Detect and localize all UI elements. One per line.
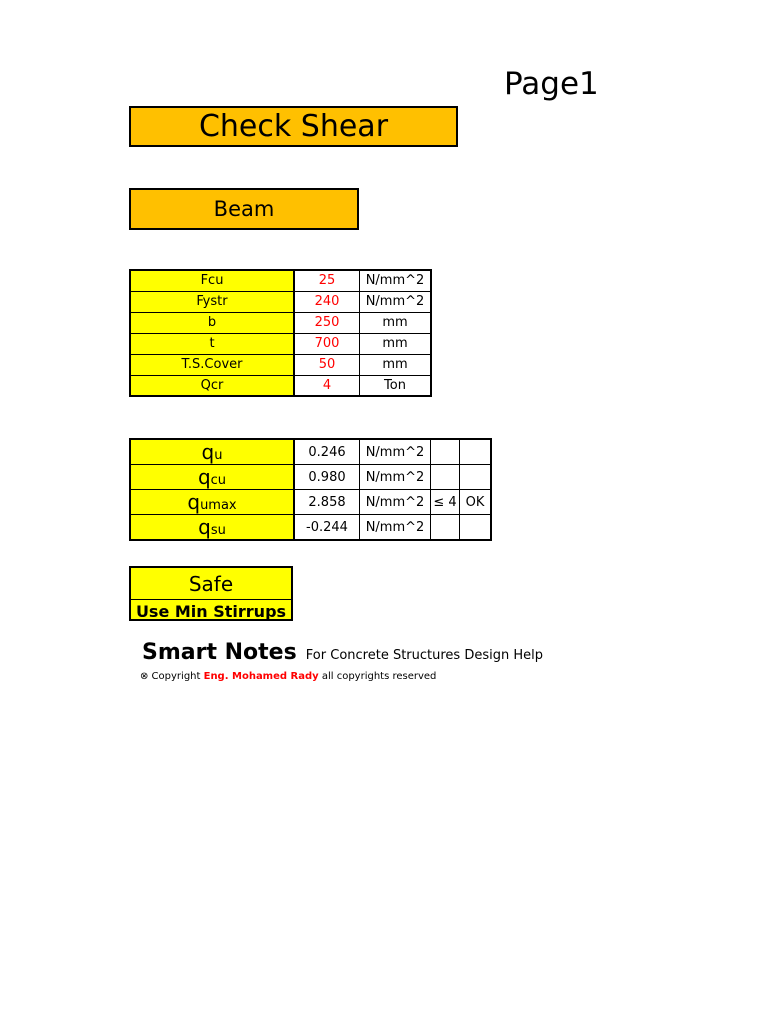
result-value: 0.980 (294, 465, 360, 490)
copyright-suffix: all copyrights reserved (321, 671, 437, 682)
input-value[interactable]: 240 (294, 291, 360, 312)
result-check: OK (460, 490, 492, 515)
table-row (130, 465, 491, 490)
result-symbol: q (201, 440, 215, 464)
input-label: t (130, 333, 294, 354)
result-label (130, 515, 294, 541)
input-label: b (130, 312, 294, 333)
input-unit: mm (360, 333, 432, 354)
status-box (129, 566, 293, 621)
input-unit: N/mm^2 (360, 291, 432, 312)
result-limit (431, 515, 460, 541)
table-row (130, 312, 431, 333)
table-row (130, 515, 491, 541)
copyright-author: Eng. Mohamed Rady (203, 671, 319, 682)
result-unit: N/mm^2 (360, 465, 431, 490)
input-value[interactable]: 50 (294, 354, 360, 375)
brand (142, 640, 543, 665)
table-row (130, 333, 431, 354)
section-heading: Beam (129, 188, 359, 230)
result-symbol: q (187, 490, 201, 514)
result-label (130, 465, 294, 490)
result-value: -0.244 (294, 515, 360, 541)
result-subscript: cu (210, 473, 227, 488)
result-label (130, 439, 294, 465)
table-row (130, 375, 431, 396)
result-limit (431, 439, 460, 465)
result-check (460, 515, 492, 541)
table-row (130, 354, 431, 375)
table-row (130, 439, 491, 465)
input-label: Fcu (130, 270, 294, 291)
input-unit: mm (360, 312, 432, 333)
result-subscript: umax (200, 498, 237, 513)
input-label: T.S.Cover (130, 354, 294, 375)
result-symbol: q (198, 515, 211, 539)
input-unit: Ton (360, 375, 432, 396)
input-value[interactable]: 700 (294, 333, 360, 354)
status-safe: Safe (131, 568, 291, 600)
result-limit (431, 465, 460, 490)
result-value: 2.858 (294, 490, 360, 515)
input-value[interactable]: 4 (294, 375, 360, 396)
result-symbol: q (197, 465, 211, 489)
result-subscript: u (214, 448, 223, 463)
table-row (130, 270, 431, 291)
result-unit: N/mm^2 (360, 515, 431, 541)
result-label (130, 490, 294, 515)
input-value[interactable]: 250 (294, 312, 360, 333)
copyright-prefix: ⊗ Copyright (140, 671, 201, 682)
input-value[interactable]: 25 (294, 270, 360, 291)
result-unit: N/mm^2 (360, 439, 431, 465)
results-table (129, 438, 492, 541)
result-unit: N/mm^2 (360, 490, 431, 515)
table-row (130, 291, 431, 312)
result-subscript: su (210, 523, 226, 538)
brand-tagline: For Concrete Structures Design Help (305, 648, 543, 663)
result-check (460, 465, 492, 490)
result-limit: ≤ 4 (431, 490, 460, 515)
input-label: Qcr (130, 375, 294, 396)
input-unit: N/mm^2 (360, 270, 432, 291)
result-check (460, 439, 492, 465)
input-label: Fystr (130, 291, 294, 312)
input-unit: mm (360, 354, 432, 375)
copyright (140, 671, 436, 682)
input-table (129, 269, 432, 397)
table-row (130, 490, 491, 515)
page-title: Check Shear (129, 106, 458, 147)
result-value: 0.246 (294, 439, 360, 465)
status-note: Use Min Stirrups (135, 601, 287, 621)
page-label: Page1 (504, 66, 599, 102)
brand-name: Smart Notes (142, 640, 297, 665)
